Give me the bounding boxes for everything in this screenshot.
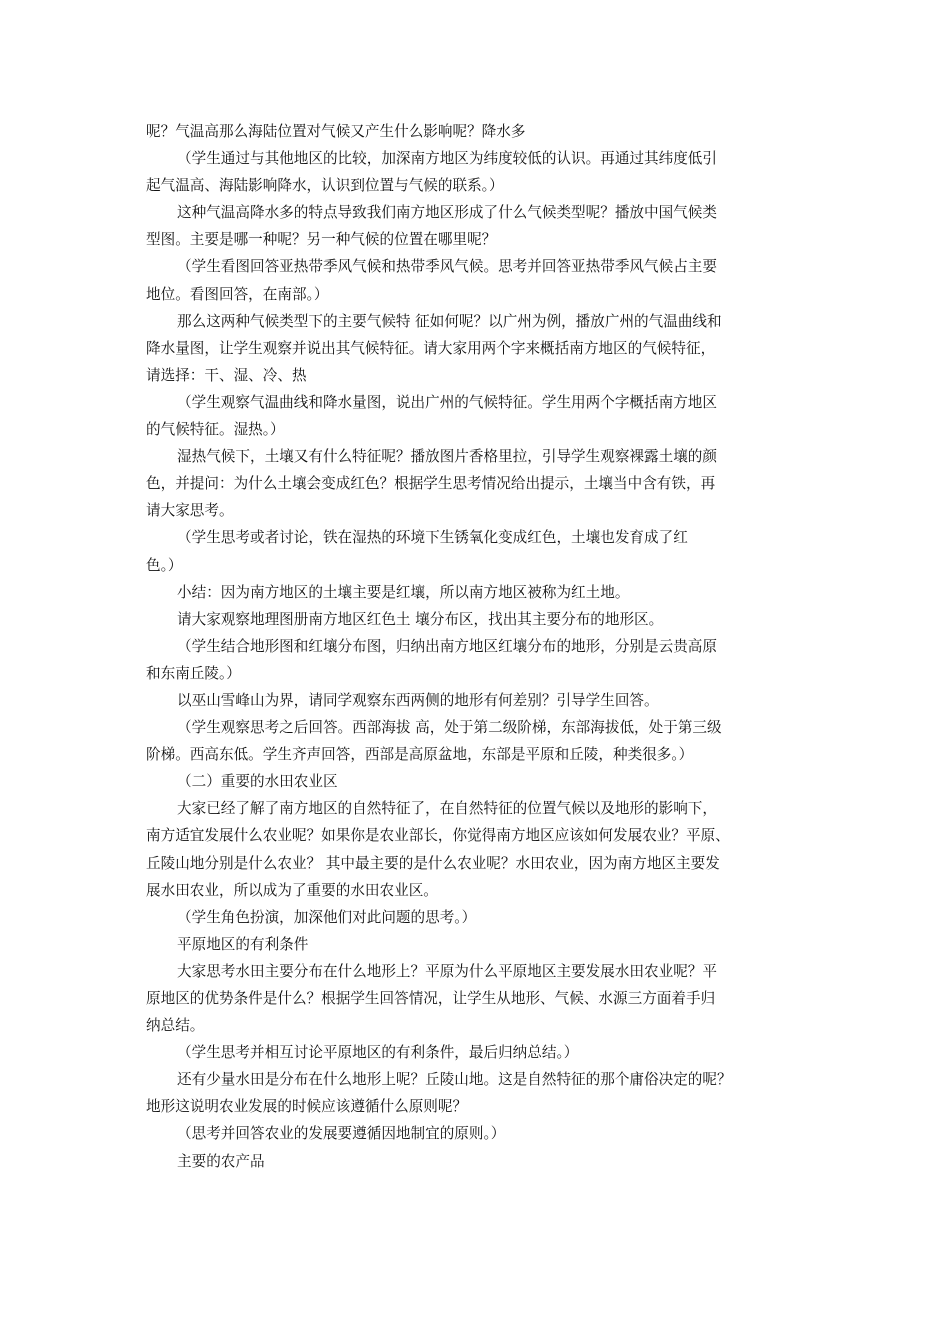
text-line: 的气候特征。湿热。） xyxy=(146,421,285,439)
text-line: 小结：因为南方地区的土壤主要是红壤，所以南方地区被称为红土地。 xyxy=(177,583,630,601)
text-line: 大家已经了解了南方地区的自然特征了，在自然特征的位置气候以及地形的影响下， xyxy=(177,800,717,818)
text-line: 大家思考水田主要分布在什么地形上？平原为什么平原地区主要发展水田农业呢？平 xyxy=(177,962,717,980)
text-line: （学生观察气温曲线和降水量图，说出广州的气候特征。学生用两个字概括南方地区 xyxy=(177,393,717,411)
text-line: 色。） xyxy=(146,556,183,574)
text-line: 起气温高、海陆影响降水，认识到位置与气候的联系。） xyxy=(146,177,504,195)
text-line: 降水量图，让学生观察并说出其气候特征。请大家用两个字来概括南方地区的气候特征， xyxy=(146,339,716,357)
text-line: 呢？气温高那么海陆位置对气候又产生什么影响呢？降水多 xyxy=(146,123,526,140)
text-line: 丘陵山地分别是什么农业？ 其中最主要的是什么农业呢？水田农业，因为南方地区主要发 xyxy=(146,854,720,872)
text-line: 型图。主要是哪一种呢？另一种气候的位置在哪里呢？ xyxy=(146,231,497,249)
text-line: （学生角色扮演，加深他们对此问题的思考。） xyxy=(177,908,477,926)
text-line: 请大家观察地理图册南方地区红色土 壤分布区，找出其主要分布的地形区。 xyxy=(177,610,664,628)
text-line: 请选择：干、湿、冷、热 xyxy=(146,366,307,384)
text-line: 色，并提问：为什么土壤会变成红色？根据学生思考情况给出提示，土壤当中含有铁，再 xyxy=(146,475,716,493)
text-line: 以巫山雪峰山为界，请同学观察东西两侧的地形有何差别？引导学生回答。 xyxy=(177,691,659,709)
document-body xyxy=(146,118,806,1175)
text-line: 阶梯。西高东低。学生齐声回答，西部是高原盆地，东部是平原和丘陵，种类很多。） xyxy=(146,746,694,764)
text-line: （思考并回答农业的发展要遵循因地制宜的原则。） xyxy=(177,1125,506,1143)
text-line: 原地区的优势条件是什么？根据学生回答情况，让学生从地形、气候、水源三方面着手归 xyxy=(146,990,716,1007)
text-line: 湿热气候下，土壤又有什么特征呢？播放图片香格里拉，引导学生观察裸露土壤的颜 xyxy=(177,448,717,466)
text-line: 南方适宜发展什么农业呢？如果你是农业部长，你觉得南方地区应该如何发展农业？平原、 xyxy=(146,827,730,845)
text-line: （学生观察思考之后回答。西部海拔 高，处于第二级阶梯，东部海拔低，处于第三级 xyxy=(177,719,722,737)
text-line: 平原地区的有利条件 xyxy=(177,935,309,953)
text-line: 请大家思考。 xyxy=(146,502,234,520)
text-line: 这种气温高降水多的特点导致我们南方地区形成了什么气候类型呢？播放中国气候类 xyxy=(177,204,717,222)
text-line: 主要的农产品 xyxy=(177,1152,265,1170)
text-line: 和东南丘陵。） xyxy=(146,664,241,682)
text-line: 那么这两种气候类型下的主要气候特 征如何呢？以广州为例，播放广州的气温曲线和 xyxy=(177,312,722,330)
text-line: 地位。看图回答，在南部。） xyxy=(146,285,329,303)
text-line: （二）重要的水田农业区 xyxy=(177,773,338,791)
text-line: 还有少量水田是分布在什么地形上呢？丘陵山地。这是自然特征的那个庸俗决定的呢？ xyxy=(177,1071,732,1089)
text-line: （学生思考或者讨论，铁在湿热的环境下生锈氧化变成红色，土壤也发育成了红 xyxy=(177,529,688,547)
text-line: （学生看图回答亚热带季风气候和热带季风气候。思考并回答亚热带季风气候占主要 xyxy=(177,258,717,276)
text-line: （学生思考并相互讨论平原地区的有利条件，最后归纳总结。） xyxy=(177,1044,579,1062)
text-line: （学生结合地形图和红壤分布图，归纳出南方地区红壤分布的地形，分别是云贵高原 xyxy=(177,637,717,655)
text-line: （学生通过与其他地区的比较，加深南方地区为纬度较低的认识。再通过其纬度低引 xyxy=(177,150,717,168)
text-line: 地形这说明农业发展的时候应该遵循什么原则呢？ xyxy=(146,1098,468,1116)
text-line: 纳总结。 xyxy=(146,1017,205,1035)
text-line: 展水田农业，所以成为了重要的水田农业区。 xyxy=(146,881,438,899)
